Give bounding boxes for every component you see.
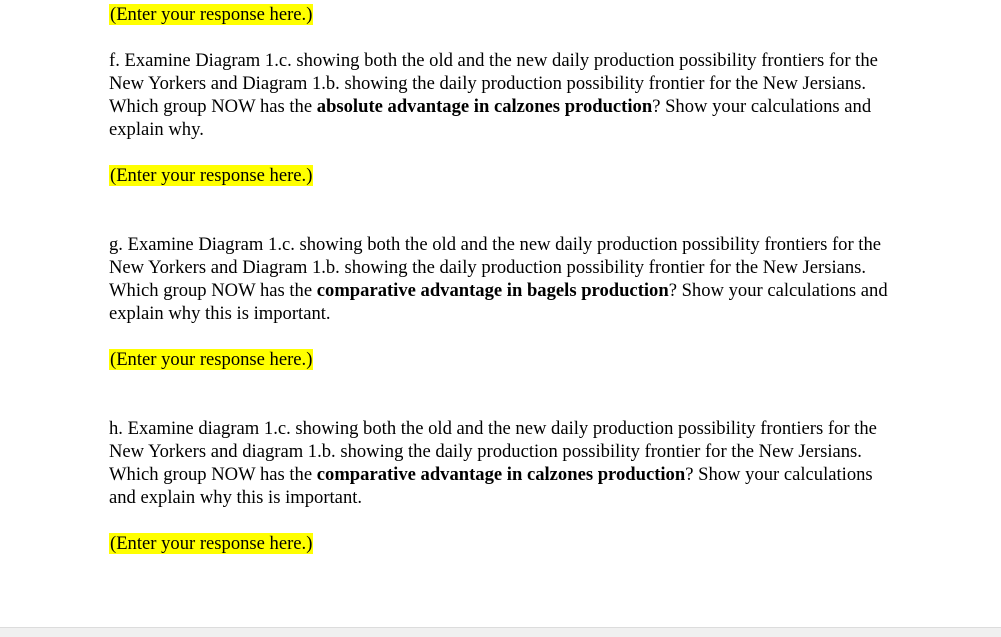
question-h-line-3: Which group NOW has the comparative advantage in calzones production? Show your calculations [109, 464, 873, 485]
question-h [109, 417, 877, 509]
question-g-emphasis: comparative advantage in bagels production [316, 280, 669, 301]
question-g-line-2: New Yorkers and Diagram 1.b. showing the daily production possibility frontier for the New Jersians. [109, 257, 867, 278]
question-g-line-4: explain why this is important. [109, 303, 331, 324]
response-highlight[interactable]: (Enter your response here.) [110, 349, 313, 370]
question-g-line-1: g. Examine Diagram 1.c. showing both the old and the new daily production possibility frontiers for the [109, 234, 882, 255]
response-highlight[interactable]: (Enter your response here.) [110, 4, 313, 25]
question-f-line-4: explain why. [109, 119, 204, 140]
response-highlight[interactable]: (Enter your response here.) [110, 533, 313, 554]
question-h-line-2: New Yorkers and diagram 1.b. showing the daily production possibility frontier for the New Jersians. [109, 441, 862, 462]
question-f-line-2: New Yorkers and Diagram 1.b. showing the daily production possibility frontier for the New Jersians. [109, 73, 867, 94]
response-placeholder-h[interactable] [109, 532, 313, 555]
question-h-emphasis: comparative advantage in calzones production [316, 464, 686, 485]
response-placeholder-f[interactable] [109, 164, 313, 187]
question-f-line-1: f. Examine Diagram 1.c. showing both the old and the new daily production possibility frontiers for the [109, 50, 878, 71]
question-h-line-1: h. Examine diagram 1.c. showing both the old and the new daily production possibility frontiers for the [109, 418, 877, 439]
question-g-line-3: Which group NOW has the comparative advantage in bagels production? Show your calculations and [109, 280, 888, 301]
horizontal-scrollbar-track[interactable] [0, 627, 1001, 637]
response-highlight[interactable]: (Enter your response here.) [110, 165, 313, 186]
question-g [109, 233, 888, 325]
question-f-line-3: Which group NOW has the absolute advantage in calzones production? Show your calculations and [109, 96, 872, 117]
question-f [109, 49, 878, 141]
response-placeholder-g[interactable] [109, 348, 313, 371]
response-placeholder-e[interactable] [109, 3, 313, 26]
question-f-emphasis: absolute advantage in calzones production [316, 96, 653, 117]
question-h-line-4: and explain why this is important. [109, 487, 363, 508]
